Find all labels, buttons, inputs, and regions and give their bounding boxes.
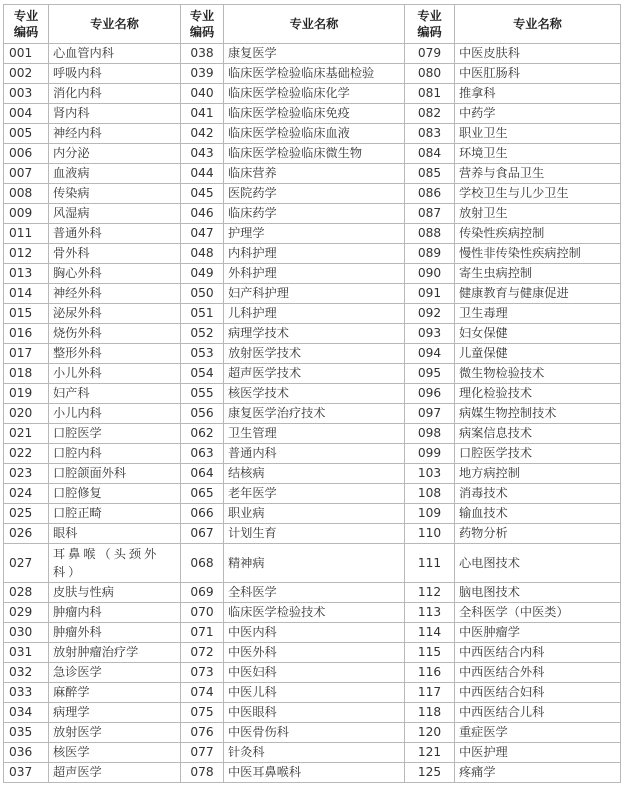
specialty-name-cell: 中医耳鼻喉科 <box>224 763 405 783</box>
specialty-code-cell: 019 <box>4 384 49 404</box>
table-row <box>4 264 621 284</box>
specialty-code-cell: 062 <box>181 424 224 444</box>
specialty-code-cell: 036 <box>4 743 49 763</box>
table-row <box>4 424 621 444</box>
specialty-name-cell: 病理学技术 <box>224 324 405 344</box>
specialty-code-cell: 072 <box>181 643 224 663</box>
specialty-code-cell: 113 <box>405 603 455 623</box>
specialty-code-cell: 066 <box>181 504 224 524</box>
specialty-name-cell: 急诊医学 <box>49 663 181 683</box>
specialty-code-cell: 092 <box>405 304 455 324</box>
specialty-name-cell: 全科医学（中医类） <box>455 603 621 623</box>
specialty-code-cell: 114 <box>405 623 455 643</box>
table-row <box>4 144 621 164</box>
specialty-code-cell: 037 <box>4 763 49 783</box>
specialty-name-cell: 计划生育 <box>224 524 405 544</box>
specialty-code-cell: 086 <box>405 184 455 204</box>
specialty-name-cell: 肾内科 <box>49 104 181 124</box>
specialty-code-cell: 070 <box>181 603 224 623</box>
specialty-name-cell: 心血管内科 <box>49 44 181 64</box>
table-row <box>4 344 621 364</box>
specialty-code-cell: 083 <box>405 124 455 144</box>
specialty-code-cell: 032 <box>4 663 49 683</box>
specialty-code-cell: 023 <box>4 464 49 484</box>
specialty-name-cell: 重症医学 <box>455 723 621 743</box>
specialty-code-cell: 009 <box>4 204 49 224</box>
specialty-name-cell: 口腔内科 <box>49 444 181 464</box>
specialty-name-cell: 妇产科护理 <box>224 284 405 304</box>
specialty-name-cell: 泌尿外科 <box>49 304 181 324</box>
table-row <box>4 504 621 524</box>
specialty-code-cell: 099 <box>405 444 455 464</box>
specialty-name-cell: 消毒技术 <box>455 484 621 504</box>
table-row <box>4 164 621 184</box>
specialty-code-cell: 035 <box>4 723 49 743</box>
specialty-name-cell: 核医学技术 <box>224 384 405 404</box>
table-row <box>4 524 621 544</box>
table-row <box>4 623 621 643</box>
specialty-name-cell: 核医学 <box>49 743 181 763</box>
table-row <box>4 763 621 783</box>
specialty-code-cell: 065 <box>181 484 224 504</box>
specialty-name-cell: 中医眼科 <box>224 703 405 723</box>
specialty-name-cell: 结核病 <box>224 464 405 484</box>
specialty-code-cell: 091 <box>405 284 455 304</box>
specialty-name-cell: 口腔医学 <box>49 424 181 444</box>
specialty-name-cell: 胸心外科 <box>49 264 181 284</box>
specialty-name-cell: 小儿外科 <box>49 364 181 384</box>
specialty-name-cell: 麻醉学 <box>49 683 181 703</box>
table-row <box>4 204 621 224</box>
specialty-name-cell: 健康教育与健康促进 <box>455 284 621 304</box>
specialty-name-cell: 地方病控制 <box>455 464 621 484</box>
specialty-name-cell: 输血技术 <box>455 504 621 524</box>
specialty-name-cell: 眼科 <box>49 524 181 544</box>
specialty-name-cell: 耳鼻喉（头颈外科） <box>49 544 181 583</box>
specialty-name-cell: 中医肛肠科 <box>455 64 621 84</box>
specialty-code-cell: 078 <box>181 763 224 783</box>
specialty-code-cell: 073 <box>181 663 224 683</box>
specialty-code-cell: 056 <box>181 404 224 424</box>
specialty-code-cell: 074 <box>181 683 224 703</box>
specialty-name-cell: 超声医学技术 <box>224 364 405 384</box>
specialty-code-cell: 042 <box>181 124 224 144</box>
specialty-code-cell: 052 <box>181 324 224 344</box>
table-row <box>4 124 621 144</box>
specialty-name-cell: 骨外科 <box>49 244 181 264</box>
specialty-name-cell: 临床医学检验临床血液 <box>224 124 405 144</box>
specialty-code-cell: 024 <box>4 484 49 504</box>
specialty-code-cell: 079 <box>405 44 455 64</box>
table-row <box>4 304 621 324</box>
specialty-name-cell: 临床医学检验技术 <box>224 603 405 623</box>
specialty-code-cell: 048 <box>181 244 224 264</box>
specialty-code-table <box>3 4 621 783</box>
specialty-code-cell: 075 <box>181 703 224 723</box>
specialty-name-cell: 病理学 <box>49 703 181 723</box>
header-code-3: 专业 编码 <box>405 5 455 44</box>
specialty-name-cell: 卫生毒理 <box>455 304 621 324</box>
specialty-code-cell: 089 <box>405 244 455 264</box>
specialty-code-cell: 045 <box>181 184 224 204</box>
specialty-name-cell: 呼吸内科 <box>49 64 181 84</box>
specialty-name-cell: 职业卫生 <box>455 124 621 144</box>
specialty-name-cell: 整形外科 <box>49 344 181 364</box>
specialty-code-cell: 044 <box>181 164 224 184</box>
table-header-row <box>4 5 621 44</box>
specialty-name-cell: 临床医学检验临床免疫 <box>224 104 405 124</box>
specialty-code-cell: 118 <box>405 703 455 723</box>
specialty-name-cell: 放射医学 <box>49 723 181 743</box>
specialty-code-cell: 007 <box>4 164 49 184</box>
specialty-name-cell: 临床医学检验临床化学 <box>224 84 405 104</box>
specialty-name-cell: 环境卫生 <box>455 144 621 164</box>
specialty-table-container <box>3 4 621 783</box>
specialty-code-cell: 082 <box>405 104 455 124</box>
specialty-name-cell: 肿瘤内科 <box>49 603 181 623</box>
table-row <box>4 683 621 703</box>
specialty-code-cell: 096 <box>405 384 455 404</box>
specialty-code-cell: 002 <box>4 64 49 84</box>
specialty-code-cell: 108 <box>405 484 455 504</box>
specialty-code-cell: 095 <box>405 364 455 384</box>
specialty-name-cell: 慢性非传染性疾病控制 <box>455 244 621 264</box>
specialty-name-cell: 脑电图技术 <box>455 583 621 603</box>
specialty-code-cell: 098 <box>405 424 455 444</box>
specialty-code-cell: 005 <box>4 124 49 144</box>
specialty-code-cell: 054 <box>181 364 224 384</box>
specialty-name-cell: 放射肿瘤治疗学 <box>49 643 181 663</box>
specialty-code-cell: 094 <box>405 344 455 364</box>
specialty-code-cell: 041 <box>181 104 224 124</box>
specialty-code-cell: 046 <box>181 204 224 224</box>
specialty-code-cell: 111 <box>405 544 455 583</box>
specialty-code-cell: 001 <box>4 44 49 64</box>
specialty-name-cell: 中医儿科 <box>224 683 405 703</box>
specialty-name-cell: 推拿科 <box>455 84 621 104</box>
table-row <box>4 224 621 244</box>
specialty-name-cell: 护理学 <box>224 224 405 244</box>
specialty-name-cell: 职业病 <box>224 504 405 524</box>
specialty-name-cell: 老年医学 <box>224 484 405 504</box>
specialty-name-cell: 寄生虫病控制 <box>455 264 621 284</box>
specialty-code-cell: 018 <box>4 364 49 384</box>
specialty-name-cell: 普通外科 <box>49 224 181 244</box>
table-row <box>4 663 621 683</box>
table-row <box>4 444 621 464</box>
specialty-name-cell: 卫生管理 <box>224 424 405 444</box>
specialty-name-cell: 传染病 <box>49 184 181 204</box>
specialty-name-cell: 病媒生物控制技术 <box>455 404 621 424</box>
specialty-name-cell: 肿瘤外科 <box>49 623 181 643</box>
specialty-name-cell: 口腔修复 <box>49 484 181 504</box>
specialty-code-cell: 031 <box>4 643 49 663</box>
specialty-code-cell: 084 <box>405 144 455 164</box>
specialty-name-cell: 放射医学技术 <box>224 344 405 364</box>
specialty-name-cell: 营养与食品卫生 <box>455 164 621 184</box>
specialty-code-cell: 029 <box>4 603 49 623</box>
specialty-name-cell: 口腔正畸 <box>49 504 181 524</box>
specialty-code-cell: 067 <box>181 524 224 544</box>
specialty-name-cell: 妇女保健 <box>455 324 621 344</box>
specialty-name-cell: 中医皮肤科 <box>455 44 621 64</box>
specialty-code-cell: 109 <box>405 504 455 524</box>
specialty-code-cell: 028 <box>4 583 49 603</box>
specialty-code-cell: 020 <box>4 404 49 424</box>
specialty-code-cell: 047 <box>181 224 224 244</box>
specialty-code-cell: 012 <box>4 244 49 264</box>
specialty-name-cell: 中西医结合外科 <box>455 663 621 683</box>
specialty-code-cell: 077 <box>181 743 224 763</box>
specialty-name-cell: 中医内科 <box>224 623 405 643</box>
specialty-name-cell: 中医妇科 <box>224 663 405 683</box>
specialty-code-cell: 022 <box>4 444 49 464</box>
specialty-code-cell: 026 <box>4 524 49 544</box>
specialty-code-cell: 088 <box>405 224 455 244</box>
table-row <box>4 643 621 663</box>
specialty-name-cell: 小儿内科 <box>49 404 181 424</box>
specialty-name-cell: 内科护理 <box>224 244 405 264</box>
specialty-code-cell: 027 <box>4 544 49 583</box>
specialty-name-cell: 学校卫生与儿少卫生 <box>455 184 621 204</box>
specialty-code-cell: 053 <box>181 344 224 364</box>
table-row <box>4 544 621 583</box>
specialty-code-cell: 013 <box>4 264 49 284</box>
specialty-name-cell: 全科医学 <box>224 583 405 603</box>
specialty-name-cell: 外科护理 <box>224 264 405 284</box>
table-row <box>4 384 621 404</box>
specialty-code-cell: 068 <box>181 544 224 583</box>
table-row <box>4 244 621 264</box>
specialty-name-cell: 临床医学检验临床微生物 <box>224 144 405 164</box>
specialty-code-cell: 049 <box>181 264 224 284</box>
specialty-name-cell: 中医骨伤科 <box>224 723 405 743</box>
specialty-code-cell: 085 <box>405 164 455 184</box>
specialty-code-cell: 103 <box>405 464 455 484</box>
specialty-name-cell: 普通内科 <box>224 444 405 464</box>
specialty-code-cell: 004 <box>4 104 49 124</box>
table-row <box>4 84 621 104</box>
specialty-name-cell: 中西医结合内科 <box>455 643 621 663</box>
specialty-name-cell: 中药学 <box>455 104 621 124</box>
specialty-code-cell: 071 <box>181 623 224 643</box>
specialty-code-cell: 011 <box>4 224 49 244</box>
specialty-code-cell: 110 <box>405 524 455 544</box>
specialty-name-cell: 口腔医学技术 <box>455 444 621 464</box>
specialty-code-cell: 038 <box>181 44 224 64</box>
table-row <box>4 184 621 204</box>
specialty-code-cell: 097 <box>405 404 455 424</box>
specialty-name-cell: 中医肿瘤学 <box>455 623 621 643</box>
specialty-code-cell: 116 <box>405 663 455 683</box>
specialty-code-cell: 055 <box>181 384 224 404</box>
specialty-name-cell: 神经内科 <box>49 124 181 144</box>
table-row <box>4 44 621 64</box>
header-code-1: 专业 编码 <box>4 5 49 44</box>
specialty-name-cell: 中医外科 <box>224 643 405 663</box>
specialty-code-cell: 006 <box>4 144 49 164</box>
specialty-code-cell: 093 <box>405 324 455 344</box>
specialty-code-cell: 017 <box>4 344 49 364</box>
table-row <box>4 603 621 623</box>
specialty-name-cell: 医院药学 <box>224 184 405 204</box>
table-row <box>4 723 621 743</box>
specialty-name-cell: 中医护理 <box>455 743 621 763</box>
specialty-name-cell: 精神病 <box>224 544 405 583</box>
table-row <box>4 703 621 723</box>
specialty-code-cell: 081 <box>405 84 455 104</box>
table-row <box>4 743 621 763</box>
specialty-name-cell: 临床医学检验临床基础检验 <box>224 64 405 84</box>
specialty-name-cell: 烧伤外科 <box>49 324 181 344</box>
specialty-code-cell: 051 <box>181 304 224 324</box>
specialty-code-cell: 016 <box>4 324 49 344</box>
specialty-code-cell: 080 <box>405 64 455 84</box>
specialty-code-cell: 021 <box>4 424 49 444</box>
specialty-name-cell: 皮肤与性病 <box>49 583 181 603</box>
specialty-name-cell: 超声医学 <box>49 763 181 783</box>
specialty-name-cell: 内分泌 <box>49 144 181 164</box>
header-name-1: 专业名称 <box>49 5 181 44</box>
specialty-code-cell: 025 <box>4 504 49 524</box>
header-name-3: 专业名称 <box>455 5 621 44</box>
specialty-name-cell: 康复医学治疗技术 <box>224 404 405 424</box>
table-row <box>4 364 621 384</box>
specialty-name-cell: 口腔颌面外科 <box>49 464 181 484</box>
specialty-name-cell: 神经外科 <box>49 284 181 304</box>
table-row <box>4 104 621 124</box>
specialty-name-cell: 中西医结合妇科 <box>455 683 621 703</box>
specialty-code-cell: 120 <box>405 723 455 743</box>
table-row <box>4 583 621 603</box>
specialty-name-cell: 疼痛学 <box>455 763 621 783</box>
specialty-code-cell: 063 <box>181 444 224 464</box>
specialty-code-cell: 014 <box>4 284 49 304</box>
specialty-name-cell: 放射卫生 <box>455 204 621 224</box>
table-row <box>4 284 621 304</box>
specialty-code-cell: 064 <box>181 464 224 484</box>
specialty-code-cell: 043 <box>181 144 224 164</box>
specialty-name-cell: 药物分析 <box>455 524 621 544</box>
specialty-code-cell: 115 <box>405 643 455 663</box>
specialty-name-cell: 临床营养 <box>224 164 405 184</box>
specialty-code-cell: 087 <box>405 204 455 224</box>
specialty-name-cell: 病案信息技术 <box>455 424 621 444</box>
specialty-code-cell: 003 <box>4 84 49 104</box>
specialty-code-cell: 125 <box>405 763 455 783</box>
table-row <box>4 64 621 84</box>
specialty-code-cell: 117 <box>405 683 455 703</box>
specialty-code-cell: 033 <box>4 683 49 703</box>
header-code-2: 专业 编码 <box>181 5 224 44</box>
specialty-code-cell: 015 <box>4 304 49 324</box>
specialty-code-cell: 121 <box>405 743 455 763</box>
specialty-name-cell: 消化内科 <box>49 84 181 104</box>
specialty-name-cell: 儿科护理 <box>224 304 405 324</box>
table-row <box>4 464 621 484</box>
specialty-name-cell: 血液病 <box>49 164 181 184</box>
specialty-code-cell: 069 <box>181 583 224 603</box>
specialty-name-cell: 妇产科 <box>49 384 181 404</box>
specialty-name-cell: 心电图技术 <box>455 544 621 583</box>
specialty-name-cell: 传染性疾病控制 <box>455 224 621 244</box>
table-body <box>4 44 621 783</box>
specialty-code-cell: 040 <box>181 84 224 104</box>
specialty-name-cell: 微生物检验技术 <box>455 364 621 384</box>
table-row <box>4 404 621 424</box>
specialty-name-cell: 儿童保健 <box>455 344 621 364</box>
specialty-name-cell: 理化检验技术 <box>455 384 621 404</box>
specialty-name-cell: 风湿病 <box>49 204 181 224</box>
specialty-code-cell: 090 <box>405 264 455 284</box>
table-row <box>4 324 621 344</box>
specialty-name-cell: 针灸科 <box>224 743 405 763</box>
specialty-name-cell: 临床药学 <box>224 204 405 224</box>
specialty-name-cell: 康复医学 <box>224 44 405 64</box>
specialty-code-cell: 030 <box>4 623 49 643</box>
specialty-name-cell: 中西医结合儿科 <box>455 703 621 723</box>
specialty-code-cell: 112 <box>405 583 455 603</box>
header-name-2: 专业名称 <box>224 5 405 44</box>
specialty-code-cell: 039 <box>181 64 224 84</box>
specialty-code-cell: 076 <box>181 723 224 743</box>
specialty-code-cell: 008 <box>4 184 49 204</box>
specialty-code-cell: 034 <box>4 703 49 723</box>
table-row <box>4 484 621 504</box>
specialty-code-cell: 050 <box>181 284 224 304</box>
